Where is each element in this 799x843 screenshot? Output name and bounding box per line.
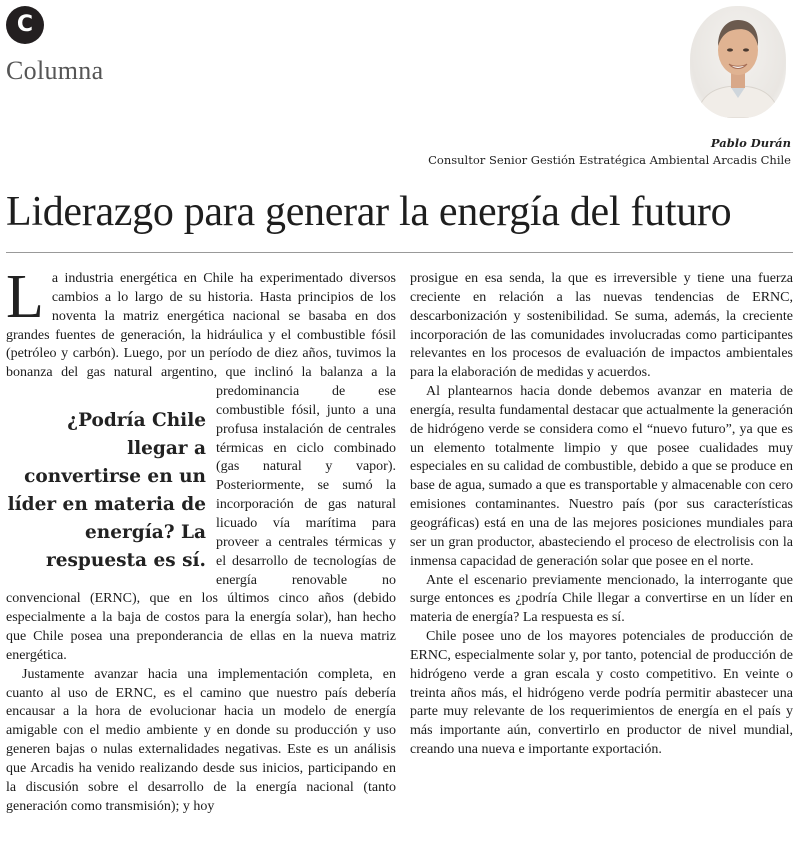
article-paragraph: Al plantearnos hacia donde debemos avanzar en materia de energía, resulta fundamental destacar que actualmente la generación de hidrógeno verde se considera como el “nuevo futuro”, ya que es un elemento totalmente limpio y que posee cualidades muy especiales en su calidad de combustible, debido a que se produce en base de agua, sumado a que es transportable y almacenable con cero emisiones contaminantes. Nuestro país (por sus características geográficas) está en una de las mejores posiciones mundiales para ser un gran productor, abasteciendo el proceso de electrolisis con la inmensa capacidad de generación solar que posee en el norte. — [410, 384, 793, 569]
section-badge: C — [6, 6, 44, 44]
author-name: Pablo Durán — [710, 136, 791, 150]
article-paragraph: Ante el escenario previamente mencionado, la interrogante que surge entonces es ¿podría Chile llegar a convertirse en un líder en materia de energía? La respuesta es sí. — [410, 572, 793, 626]
article-paragraph — [6, 263, 396, 666]
section-label: Columna — [6, 56, 104, 85]
paragraph-intro-text: a industria energética en Chile ha experimentado diversos cambios a lo largo de su historia. Hasta principios de los noventa la matriz energética nacional se basaba en dos grandes fuentes de generación, la hidráulica y el combustible fósil (petróleo y carbón). Luego, por un período de diez años, tuvimos la bonanza del gas natural argentino, que — [6, 271, 396, 381]
article-column-right — [410, 270, 793, 760]
article-paragraph: Chile posee uno de los mayores potenciales de producción de ERNC, especialmente solar y, por tanto, potencial de producción de hidrógeno verde a gran escala y costo competitivo. En veinte o treinta años más, el hidrógeno verde podría permitir abastecer una parte muy relevante de los requerimientos de energía en el país y más importante aún, convertirlo en productor de nivel mundial, creando una nueva e importante exportación. — [410, 629, 793, 758]
drop-cap: L — [6, 263, 44, 331]
pull-quote: ¿Podría Chile llegar a convertirse en un líder en materia de energía? La respuesta es sí. — [7, 410, 206, 572]
author-photo — [690, 6, 786, 118]
author-title: Consultor Senior Gestión Estratégica Ambiental Arcadis Chile — [428, 153, 791, 167]
article-paragraph: prosigue en esa senda, la que es irreversible y tiene una fuerza creciente en relación a las nuevas tendencias de ERNC, descarbonización y sostenibilidad. Se suma, además, la creciente incorporación de las comunidades involucradas como participantes relevantes en los procesos de evaluación de impactos ambientales para la elaboración de medidas y acuerdos. — [410, 271, 793, 381]
article-paragraph: Justamente avanzar hacia una implementación completa, en cuanto al uso de ERNC, es el camino que nuestro país debería encausar a la hora de evolucionar hacia un modelo de energía amigable con el medio ambiente y en donde su producción y uso generen bajas o nulas externalidades negativas. Este es un análisis que Arcadis ha venido realizando desde sus inicios, participando en la discusión sobre el desarrollo de la energía nacional (tanto generación como transmisión); y hoy — [6, 666, 396, 814]
paragraph-text: inclinó la balanza a la predominancia de ese combustible fósil, junto a una profusa instalación de centrales térmicas en ciclo combinado (gas natural y vapor). Posteriormente, se sumó la incorporación de gas natural licuado vía marítima para proveer a centrales térmicas y el desarrollo de tecnologías de energía renovable no convencional (ERNC), que en los últimos cinco años (debido especialmente a la baja de costos para la energía solar), han hecho que Chile posea una preponderancia de ellas en la nueva matriz energética. — [6, 365, 396, 663]
author-portrait-icon — [690, 6, 786, 118]
article-column-left — [6, 263, 396, 816]
headline: Liderazgo para generar la energía del futuro — [6, 189, 732, 235]
divider — [6, 252, 793, 253]
